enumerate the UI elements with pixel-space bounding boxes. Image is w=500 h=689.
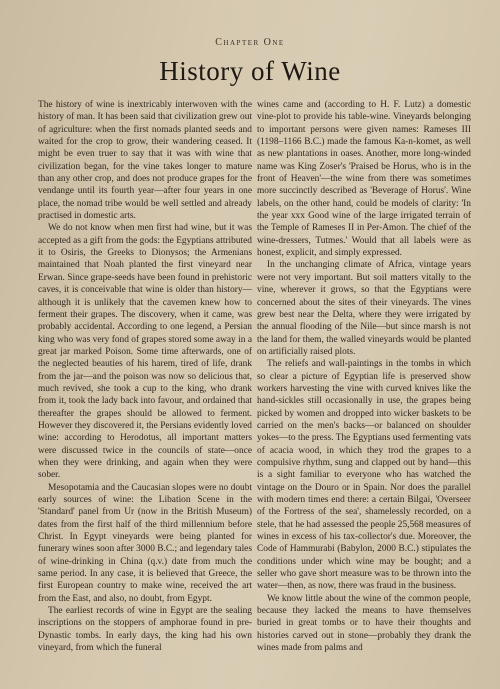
left-text-column xyxy=(38,99,252,654)
paragraph: In the unchanging climate of Africa, vintage years were not very important. But soil matters vitally to the vine, wherever it grows, so that the Egyptians were concerned about the sites of their vineyards. The vines grew best near the Delta, where they were irrigated by the annual flooding of the Nile—but since marsh is not the land for them, the walled vineyards would be planted on artificially raised plots. xyxy=(257,260,471,357)
paragraph: The history of wine is inextricably interwoven with the history of man. It has been said that civilization grew out of agriculture: when the first nomads planted seeds and waited for the crop to grow, their wandering ceased. It might be even truer to say that it was with wine that civilization began, for the vine takes longer to mature than any other crop, and does not produce grapes for the vendange until its fourth year—after four years in one place, the nomad tribe would be well settled and already practised in domestic arts. xyxy=(38,100,252,222)
paragraph: Mesopotamia and the Caucasian slopes were no doubt early sources of wine: the Libation Scene in the 'Standard' panel from Ur (now in the British Museum) dates from the first half of the third millennium before Christ. In Egypt vineyards were being planted for funerary wines soon after 3000 B.C.; and legendary tales of wine-drinking in China (q.v.) date from much the same period. In any case, it is believed that Greece, the first European country to make wine, received the art from the East, and also, no doubt, from Egypt. xyxy=(38,482,252,604)
paragraph: wines came and (according to H. F. Lutz) a domestic vine-plot to provide his table-wine. Vineyards belonging to important persons were given names: Rameses III (1198–1166 B.C.) made the famous Ka-n-komet, as well as new plantations in oases. Another, more long-winded name was King Zoser's 'Praised be Horus, who is in the front of Heaven'—the wine from there was sometimes more succinctly described as 'Beverage of Horus'. Wine labels, on the other hand, could be models of clarity: 'In the year xxx Good wine of the large irrigated terrain of the Temple of Rameses II in Per-Amon. The chief of the wine-dressers, Tutmes.' Would that all labels were as honest, explicit, and simply expressed. xyxy=(257,100,471,259)
paragraph: The reliefs and wall-paintings in the tombs in which so clear a picture of Egyptian life is preserved show workers harvesting the vine with curved knives like the hand-sickles still occasionally in use, the grapes being picked by women and dropped into wicker baskets to be carried on the men's backs—or balanced on shoulder yokes—to the press. The Egyptians used fermenting vats of acacia wood, in which they trod the grapes to a compulsive rhythm, sung and clapped out by hand—this is a sight familiar to everyone who has watched the vintage on the Douro or in Spain. Nor does the parallel with modern times end there: a certain Bilgai, 'Overseer of the Fortress of the sea', shamelessly recorded, on a stele, that he had assessed the people 25,568 measures of wines in excess of his tax-collector's due. Moreover, the Code of Hammurabi (Babylon, 2000 B.C.) stipulates the conditions under which wine may be bought; and a seller who gave short measure was to be thrown into the water—then, as now, there was fraud in the business. xyxy=(257,359,471,592)
right-text-column xyxy=(257,99,471,654)
paragraph: The earliest records of wine in Egypt are the sealing inscriptions on the stoppers of amphorae found in pre-Dynastic tombs. In early days, the king had his own vineyard, from which the funeral xyxy=(38,606,252,654)
paragraph: We do not know when men first had wine, but it was accepted as a gift from the gods: the Egyptians attributed it to Osiris, the Greeks to Dionysos; the Armenians maintained that Noah planted the first vineyard near Erwan. Since grape-seeds have been found in prehistoric caves, it is conceivable that wine is older than history—although it is unlikely that the cavemen knew how to ferment their grapes. The discovery, when it came, was probably accidental. According to one legend, a Persian king who was very fond of grapes stored some away in a great jar marked Poison. Some time afterwards, one of the neglected beauties of his harem, tired of life, drank from the jar—and the poison was now so delicious that, much revived, she took a cup to the king, who drank from it, took the lady back into favour, and ordained that thereafter the grapes should be allowed to ferment. However they discovered it, the Persians evidently loved wine: according to Herodotus, all important matters were discussed twice in the councils of state—once when they were drinking, and again when they were sober. xyxy=(38,223,252,481)
paragraph: We know little about the wine of the common people, because they lacked the means to have themselves buried in great tombs or to have their thoughts and histories carved out in stone—probably they drank the wines made from palms and xyxy=(257,593,471,654)
chapter-heading: Chapter One xyxy=(215,37,285,48)
page-title: History of Wine xyxy=(159,56,341,86)
